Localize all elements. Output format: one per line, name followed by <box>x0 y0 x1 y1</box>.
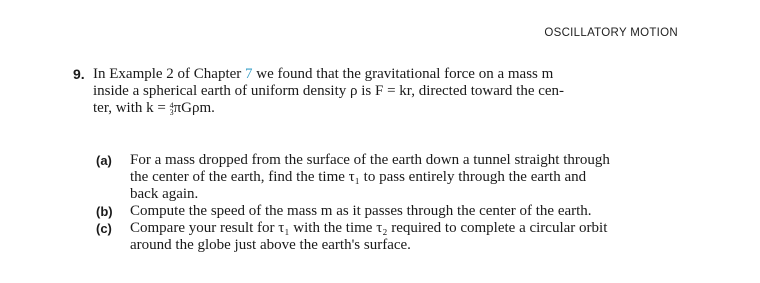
problem-line-3-start: ter, with k = <box>93 100 170 116</box>
part-c-line-2: around the globe just above the earth's surface. <box>130 237 411 253</box>
problem-line-3 <box>93 100 693 117</box>
problem-statement <box>73 66 693 117</box>
problem-line-2: inside a spherical earth of uniform density ρ is F = kr, directed toward the cen- <box>93 83 565 99</box>
problem-line-3-end: πGρm. <box>173 100 215 116</box>
fraction-denominator: 3 <box>169 107 174 117</box>
problem-line-1-end: we found that the gravitational force on a mass m <box>252 66 554 82</box>
problem-number: 9. <box>73 66 85 82</box>
problem-line-1-start: In Example 2 of Chapter <box>93 66 246 82</box>
part-a-line-1: For a mass dropped from the surface of the earth down a tunnel straight through <box>130 152 610 168</box>
part-b <box>96 203 686 220</box>
part-b-label: (b) <box>96 204 113 219</box>
part-c-line-1: Compare your result for τ₁ with the time τ₂ required to complete a circular orbit <box>130 220 608 236</box>
chapter-reference-link[interactable]: 7 <box>245 66 253 82</box>
page-header: OSCILLATORY MOTION <box>544 27 678 39</box>
part-a <box>96 152 686 203</box>
problem-body <box>93 66 693 117</box>
fraction-numerator: 4 <box>169 100 174 110</box>
problem-line-1 <box>93 66 693 83</box>
part-b-line-1: Compute the speed of the mass m as it passes through the center of the earth. <box>130 203 592 219</box>
part-c <box>96 220 686 254</box>
part-a-line-3: back again. <box>130 186 199 202</box>
part-a-label: (a) <box>96 153 112 168</box>
part-a-line-2: the center of the earth, find the time τ₁ to pass entirely through the earth and <box>130 169 587 185</box>
part-c-label: (c) <box>96 221 112 236</box>
problem-parts <box>96 152 686 254</box>
